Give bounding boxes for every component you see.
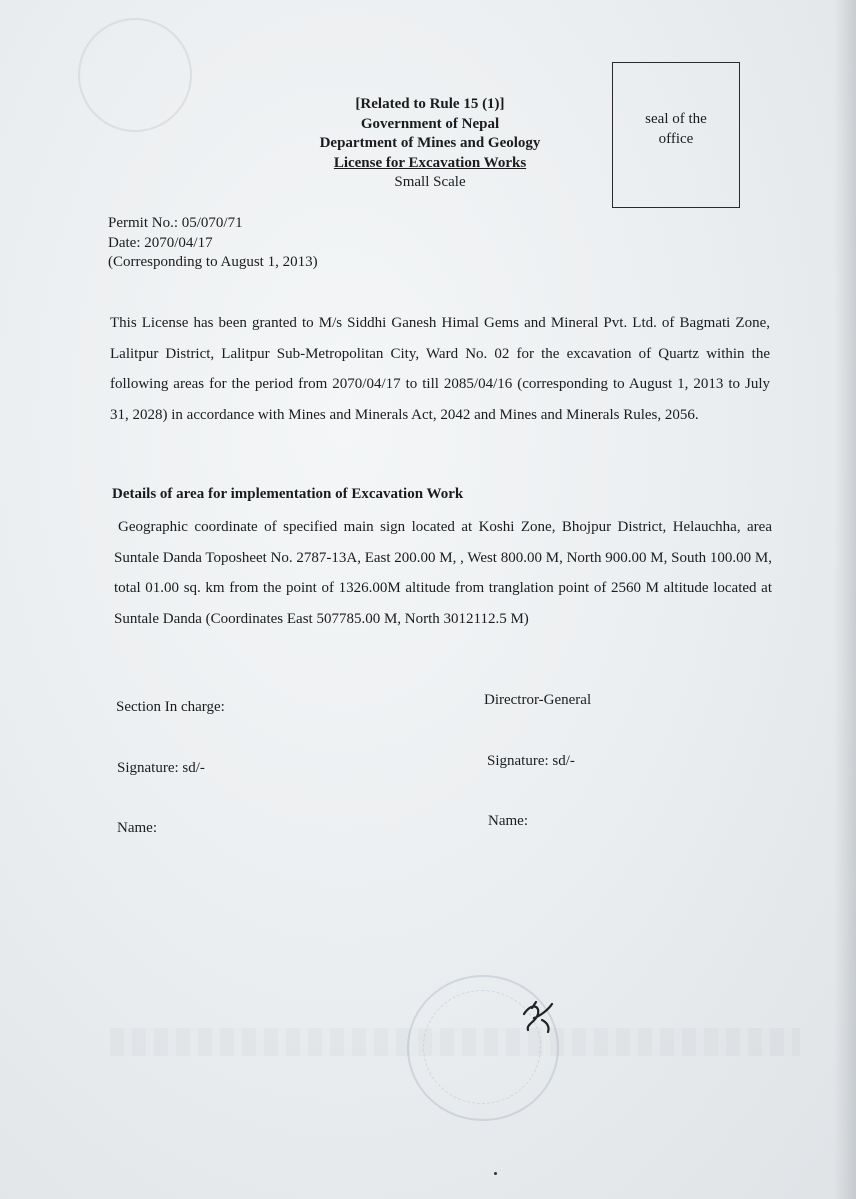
left-name: Name:	[117, 820, 157, 836]
page-edge-shadow	[834, 0, 856, 1199]
director-general-label: Directror-General	[484, 692, 592, 708]
permit-corresponding-date: (Corresponding to August 1, 2013)	[108, 254, 318, 270]
right-name: Name:	[488, 813, 528, 829]
round-office-stamp	[407, 975, 559, 1121]
right-signature: Signature: sd/-	[487, 753, 575, 769]
details-paragraph: Geographic coordinate of specified main sign located at Koshi Zone, Bhojpur District, Helauchha, area Suntale Danda Toposheet No. 2787-13A, East 200.00 M, , West 800.00 M, North 900.00 M, South 100.00 M, total 01.00 sq. km from the point of 1326.00M altitude from tranglation point of 2560 M altitude located at Suntale Danda (Coordinates East 507785.00 M, North 3012112.5 M)	[114, 519, 772, 627]
stray-dot	[494, 1172, 497, 1175]
document-header	[280, 95, 580, 193]
faded-stamp-mark	[62, 2, 208, 148]
permit-info	[108, 214, 318, 273]
office-seal-box	[612, 62, 740, 208]
permit-date: Date: 2070/04/17	[108, 234, 213, 251]
section-in-charge-label: Section In charge:	[116, 699, 225, 715]
seal-box-label: seal of the office	[645, 111, 707, 147]
permit-number: Permit No.: 05/070/71	[108, 215, 243, 231]
license-grant-paragraph: This License has been granted to M/s Siddhi Ganesh Himal Gems and Mineral Pvt. Ltd. of Bagmati Zone, Lalitpur District, Lalitpur Sub-Metropolitan City, Ward No. 02 for the excavation of Quartz within the following areas for the period from 2070/04/17 to till 2085/04/16 (corresponding to August 1, 2013 to July 31, 2028) in accordance with Mines and Minerals Act, 2042 and Mines and Minerals Rules, 2056.	[110, 315, 770, 423]
handwritten-initials	[518, 1000, 560, 1036]
left-signature: Signature: sd/-	[117, 760, 205, 776]
government-name: Government of Nepal	[360, 115, 500, 132]
license-scale: Small Scale	[394, 174, 466, 190]
details-heading: Details of area for implementation of Excavation Work	[112, 486, 464, 502]
department-name: Department of Mines and Geology	[319, 135, 541, 151]
license-title: License for Excavation Works	[333, 154, 527, 171]
rule-reference: [Related to Rule 15 (1)]	[355, 96, 505, 112]
